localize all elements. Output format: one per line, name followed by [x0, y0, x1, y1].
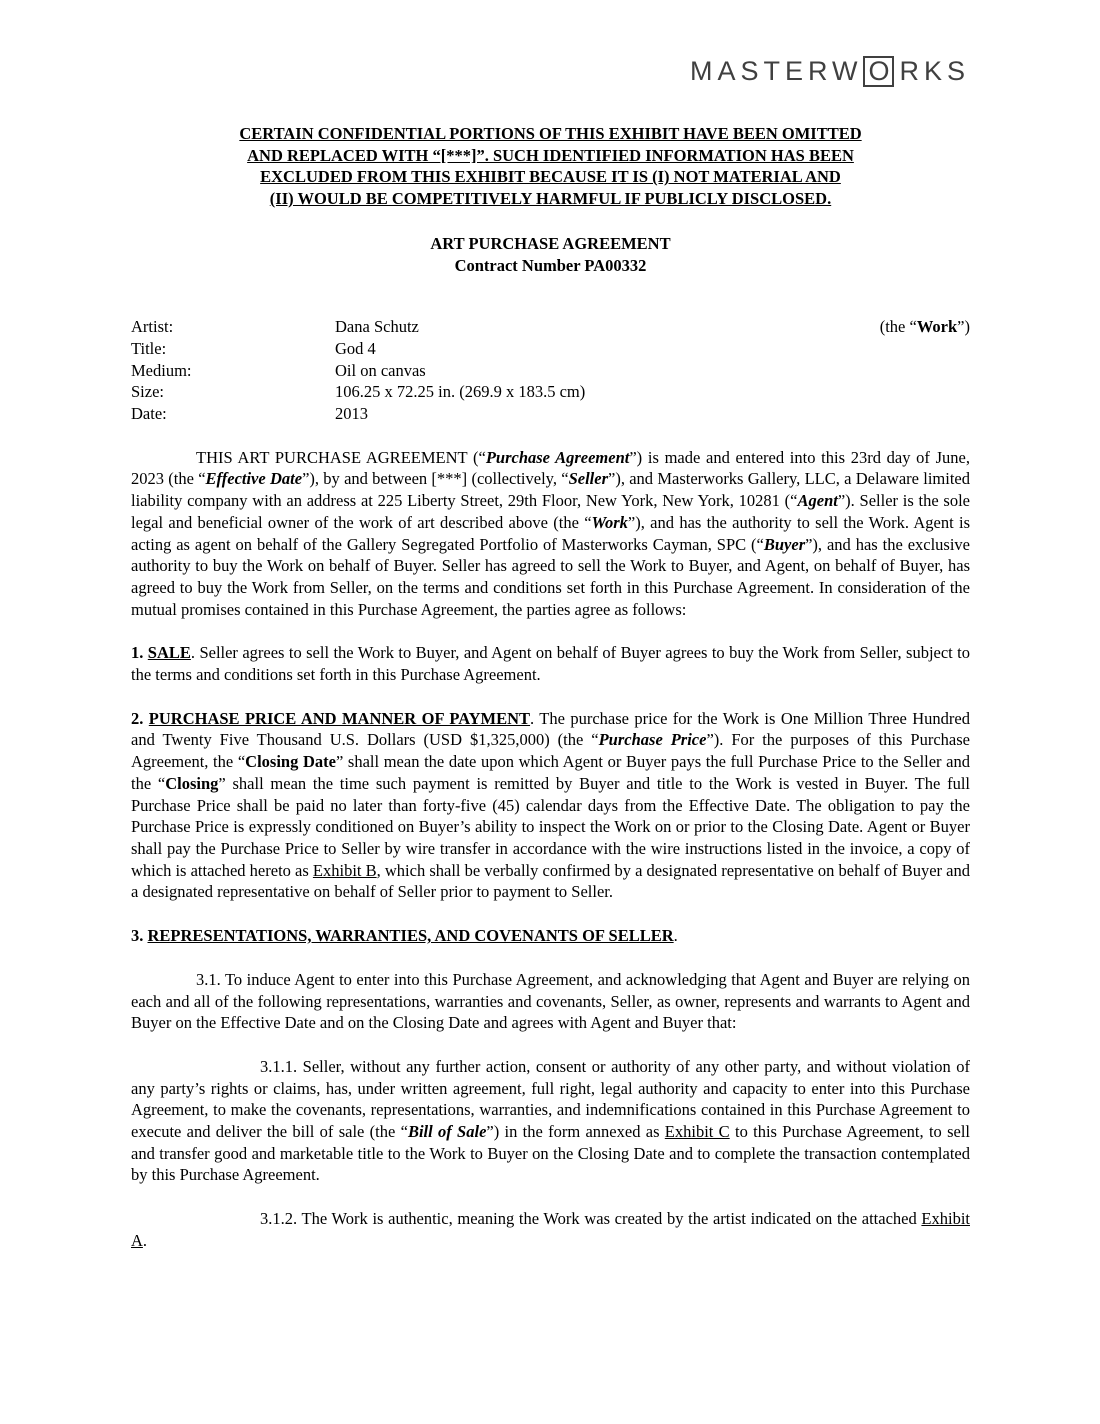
text-segment: ”), and Masterworks Gallery, LLC, a Delaware limited liability company with an address at 225 Liberty Street, 29th Floor, New York, New York, 10281 (“ [131, 469, 970, 511]
clause-3-1-1 [131, 1056, 970, 1186]
logo-boxed-o-icon: O [863, 56, 894, 87]
detail-row [131, 316, 970, 338]
text-segment: Purchase Agreement [485, 447, 630, 467]
detail-value: God 4 [335, 338, 376, 358]
text-segment: Purchase Price [598, 730, 707, 750]
detail-label: Date: [131, 404, 167, 424]
text-segment: , which shall be verbally confirmed by a designated representative on behalf of Buyer and a designated representative on behalf of Seller prior to payment to Seller. [131, 860, 970, 902]
text-segment: THIS ART PURCHASE AGREEMENT (“ [196, 447, 486, 467]
work-annotation [880, 316, 970, 338]
text-segment: ” shall mean the time such payment is remitted by Buyer and title to the Work is vested in Buyer. The full Purchase Price shall be paid no later than forty-five (45) calendar days from the Effective Date. The obligation to pay the Purchase Price is expressly conditioned on Buyer’s ability to inspect the Work on or prior to the Closing Date. Agent or Buyer shall pay the Purchase Price to Seller by wire transfer in accordance with the wire instructions listed in the invoice, a copy of which is attached hereto as [131, 773, 970, 880]
masterworks-logo [690, 56, 970, 87]
notice-line: (II) WOULD BE COMPETITIVELY HARMFUL IF PUBLICLY DISCLOSED. [269, 189, 832, 209]
text-segment: ”) is made and entered into this 23rd day of June, 2023 (the “ [131, 447, 970, 489]
section-3-heading [131, 925, 970, 947]
text-segment: 3.1. To induce Agent to enter into this Purchase Agreement, and acknowledging that Agent and Buyer are relying on each and all of the following representations, warranties and covenants, Seller, as owner, represents and warrants to Agent and Buyer on the Effective Date and on the Closing Date and agrees with Agent and Buyer that: [131, 969, 970, 1033]
notice-line: AND REPLACED WITH “[***]”. SUCH IDENTIFIED INFORMATION HAS BEEN [247, 145, 854, 165]
text-segment: Closing [165, 773, 219, 793]
text-segment: REPRESENTATIONS, WARRANTIES, AND COVENANTS OF SELLER [147, 926, 674, 946]
text-segment: ” shall mean the date upon which Agent or Buyer pays the full Purchase Price to the Seller and the “ [131, 752, 971, 793]
text-segment: Agent [797, 491, 838, 511]
text-segment: Closing Date [245, 752, 336, 772]
intro-paragraph [131, 447, 970, 621]
text-segment: ”), by and between [***] (collectively, “ [302, 469, 569, 489]
text-segment: Effective Date [205, 469, 303, 489]
clause-3-1 [131, 969, 970, 1034]
text-segment: to this Purchase Agreement, to sell and transfer good and marketable title to the Work to Buyer on the Closing Date and to complete the transaction contemplated by this Purchase Agreement. [131, 1122, 970, 1185]
text-segment: . The purchase price for the Work is One Million Three Hundred and Twenty Five Thousand U.S. Dollars (USD $1,325,000) (the “ [131, 708, 970, 750]
text-segment: PURCHASE PRICE AND MANNER OF PAYMENT [148, 708, 531, 728]
notice-line: EXCLUDED FROM THIS EXHIBIT BECAUSE IT IS (I) NOT MATERIAL AND [260, 167, 841, 187]
detail-label: Title: [131, 338, 167, 358]
detail-label: Size: [131, 382, 164, 402]
text-segment: SALE [147, 643, 191, 663]
detail-label: Medium: [131, 360, 192, 380]
text-segment: 2. [131, 708, 149, 728]
confidential-notice [131, 123, 970, 210]
text-segment: 3. [131, 926, 148, 946]
text-segment: 3.1.1. Seller, without any further action, consent or authority of any other party, and without violation of any party’s rights or claims, has, under written agreement, full right, legal authority and capacity to enter into this Purchase Agreement, to make the covenants, representations, warranties, and indemnifications contained in this Purchase Agreement to execute and deliver the bill of sale (the “ [131, 1056, 970, 1142]
text-segment: ”). For the purposes of this Purchase Agreement, the “ [131, 730, 970, 772]
text-segment: (the “ [879, 317, 917, 337]
text-segment: ”), and has the exclusive authority to buy the Work on behalf of Buyer. Seller has agreed to sell the Work to Buyer, and Agent, on behalf of Buyer, has agreed to buy the Work from Seller, on the terms and conditions set forth in this Purchase Agreement. In consideration of the mutual promises contained in this Purchase Agreement, the parties agree as follows: [131, 534, 970, 619]
detail-value: Oil on canvas [335, 360, 426, 380]
text-segment: Work [591, 512, 628, 532]
detail-row [131, 338, 970, 360]
text-segment: . [673, 926, 678, 946]
detail-row [131, 403, 970, 425]
section-2-purchase-price [131, 708, 970, 903]
text-segment: ”), and has the authority to sell the Work. Agent is acting as agent on behalf of the Gallery Segregated Portfolio of Masterworks Cayman, SPC (“ [131, 512, 970, 554]
detail-value: 106.25 x 72.25 in. (269.9 x 183.5 cm) [335, 382, 586, 402]
text-segment: 3.1.2. The Work is authentic, meaning the Work was created by the artist indicated on the attached [260, 1209, 922, 1229]
text-segment: Work [916, 317, 958, 337]
notice-line: CERTAIN CONFIDENTIAL PORTIONS OF THIS EXHIBIT HAVE BEEN OMITTED [239, 124, 862, 143]
section-1-sale [131, 642, 970, 685]
text-segment: ”) in the form annexed as [486, 1122, 665, 1142]
detail-row [131, 360, 970, 382]
text-segment: ”). Seller is the sole legal and beneficial owner of the work of art described above (the “ [131, 491, 971, 532]
detail-label: Artist: [131, 317, 174, 337]
text-segment: Exhibit A [131, 1209, 970, 1250]
contract-number: Contract Number PA00332 [454, 255, 647, 275]
text-segment: . Seller agrees to sell the Work to Buyer, and Agent on behalf of Buyer agrees to buy the Work from Seller, subject to the terms and conditions set forth in this Purchase Agreement. [131, 643, 971, 685]
text-segment: 1. [131, 643, 148, 663]
text-segment: Buyer [763, 534, 806, 554]
document-title: ART PURCHASE AGREEMENT [430, 233, 671, 253]
detail-value: Dana Schutz [335, 317, 419, 337]
text-segment: . [142, 1230, 148, 1250]
logo-text-prefix: MASTERW [689, 56, 863, 86]
work-details [131, 316, 970, 425]
text-segment: Exhibit B [312, 860, 377, 880]
detail-row [131, 381, 970, 403]
text-segment: Exhibit C [664, 1122, 730, 1142]
agreement-body [131, 447, 970, 1252]
clause-3-1-2 [131, 1208, 970, 1251]
logo-text-suffix: RKS [899, 56, 970, 86]
page-header [131, 56, 970, 87]
text-segment: ”) [957, 317, 970, 337]
detail-value: 2013 [335, 404, 368, 424]
text-segment: Seller [568, 469, 608, 489]
text-segment: Bill of Sale [407, 1122, 487, 1142]
